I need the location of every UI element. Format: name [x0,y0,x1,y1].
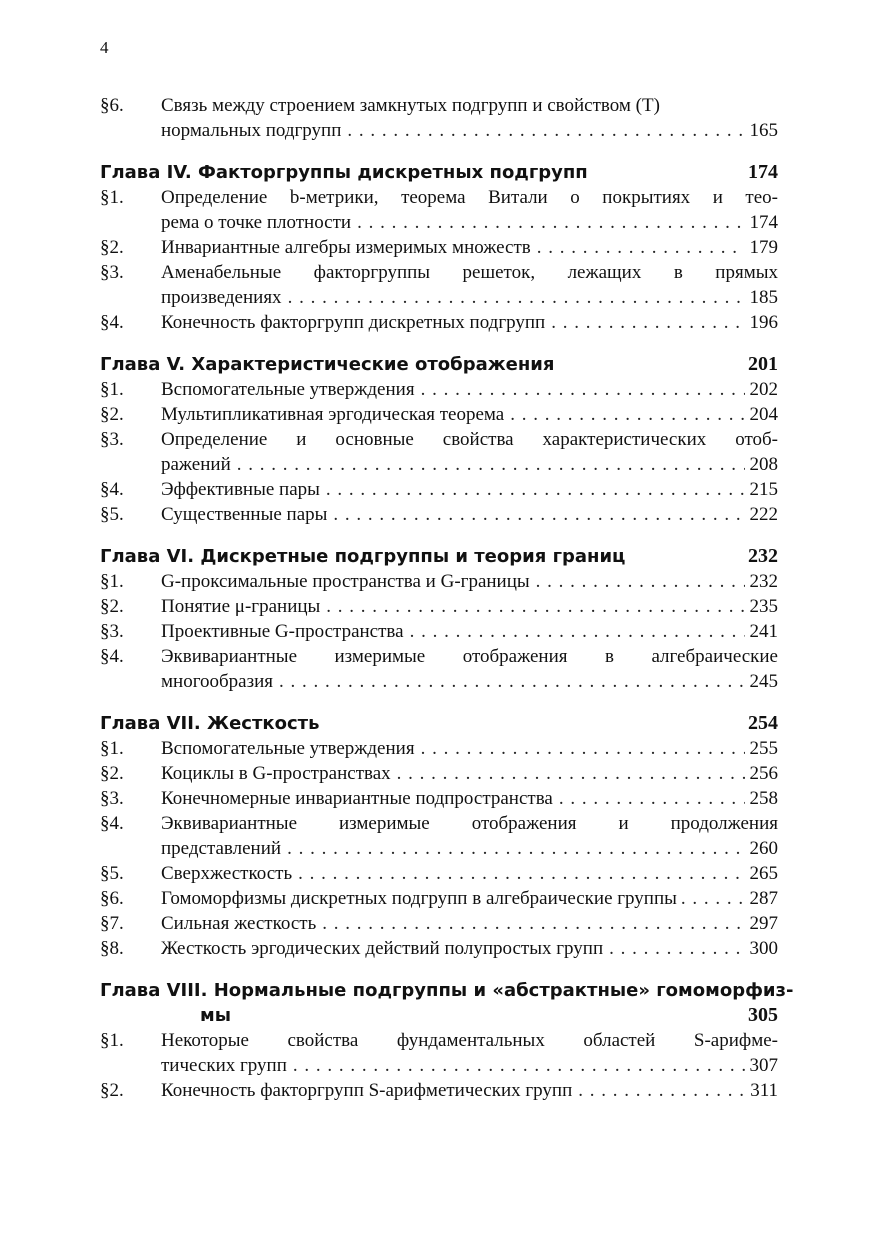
chapter-sections [100,1028,778,1103]
section-title-continued: рема о точке плотности [161,212,352,233]
section-title: Связь между строением замкнутых подгрупп и свойством (T) [161,95,660,116]
toc-section[interactable] [100,235,778,260]
table-of-contents [100,93,794,1103]
toc-section-continuation[interactable] [100,452,778,477]
section-title-continued: ражений [161,454,231,475]
toc-section[interactable] [100,427,778,452]
leader-dots [279,669,744,694]
section-page: 260 [749,838,778,859]
toc-section-continuation[interactable] [100,285,778,310]
leader-dots [333,502,744,527]
toc-section[interactable] [100,619,778,644]
section-page: 204 [749,404,778,425]
section-page: 287 [749,888,778,909]
section-title: Некоторые свойства фундаментальных областей S-арифме- [161,1030,778,1051]
chapter-page: 232 [748,545,778,567]
toc-section[interactable] [100,886,778,911]
toc-section-continuation[interactable] [100,669,778,694]
chapter-page: 305 [748,1004,778,1026]
section-title: Гомоморфизмы дискретных подгрупп в алгебраические группы [161,888,677,909]
section-title: Эффективные пары [161,479,320,500]
leader-dots [326,477,745,502]
toc-section[interactable] [100,310,778,335]
chapter-heading[interactable] [100,352,778,377]
toc-section[interactable] [100,861,778,886]
section-title: Эквивариантные измеримые отображения в алгебраические [161,646,778,667]
section-page: 235 [749,596,778,617]
leader-dots [510,402,744,427]
section-number: §2. [100,763,124,784]
chapter-heading[interactable] [100,544,778,569]
section-number: §3. [100,788,124,809]
section-title: Эквивариантные измеримые отображения и продолжения [161,813,778,834]
section-page: 232 [749,571,778,592]
toc-section[interactable] [100,811,778,836]
section-page: 307 [749,1055,778,1076]
section-title: Жесткость эргодических действий полупростых групп [161,938,604,959]
section-title: Конечность факторгрупп дискретных подгрупп [161,312,546,333]
section-title: G-проксимальные пространства и G-границы [161,571,530,592]
toc-section[interactable] [100,786,778,811]
leader-dots [551,310,744,335]
section-title-continued: тических групп [161,1055,287,1076]
leader-dots [578,1078,745,1103]
section-number: §4. [100,312,124,333]
section-number: §7. [100,913,124,934]
toc-section[interactable] [100,936,778,961]
leader-dots [410,619,745,644]
section-page: 255 [749,738,778,759]
chapter-title: Глава V. Характеристические отображения [100,354,555,375]
chapter-page: 201 [748,353,778,375]
toc-section[interactable] [100,644,778,669]
toc-section[interactable] [100,569,778,594]
section-number: §1. [100,379,124,400]
section-page: 208 [749,454,778,475]
chapter-title: Глава VIII. Нормальные подгруппы и «абстрактные» гомоморфиз- [100,980,794,1001]
section-title: Проективные G-пространства [161,621,404,642]
section-number: §2. [100,404,124,425]
section-page: 179 [749,237,778,258]
chapter-title: Глава IV. Факторгруппы дискретных подгрупп [100,162,588,183]
leader-dots [347,118,744,143]
leader-dots [397,761,745,786]
section-title: Инвариантные алгебры измеримых множеств [161,237,531,258]
section-page: 258 [749,788,778,809]
section-number: §4. [100,813,124,834]
toc-section-continuation[interactable] [100,118,778,143]
leader-dots [609,936,744,961]
leader-dots [357,210,744,235]
section-title: Вспомогательные утверждения [161,379,415,400]
section-title: Вспомогательные утверждения [161,738,415,759]
section-title: Мультипликативная эргодическая теорема [161,404,505,425]
chapter-list [100,160,778,961]
section-number: §6. [100,95,124,116]
section-number: §4. [100,479,124,500]
leader-dots [559,786,745,811]
section-page: 311 [750,1080,778,1101]
toc-section[interactable] [100,1028,778,1053]
leader-dots [326,594,744,619]
toc-section[interactable] [100,377,778,402]
section-title: Сильная жесткость [161,913,317,934]
section-page: 256 [749,763,778,784]
toc-section[interactable] [100,502,778,527]
leader-dots [293,1053,745,1078]
toc-section[interactable] [100,736,778,761]
toc-section[interactable] [100,594,778,619]
toc-section[interactable] [100,185,778,210]
section-number: §1. [100,187,124,208]
section-title: Сверхжесткость [161,863,293,884]
chapter-title: Глава VI. Дискретные подгруппы и теория границ [100,546,626,567]
section-page: 241 [749,621,778,642]
section-page: 196 [749,312,778,333]
section-title-continued: многообразия [161,671,274,692]
chapter-title-continued: мы [200,1005,231,1026]
section-page: 300 [749,938,778,959]
section-number: §3. [100,262,124,283]
section-number: §2. [100,596,124,617]
section-page: 185 [749,287,778,308]
section-number: §6. [100,888,124,909]
section-number: §1. [100,571,124,592]
section-title: Коциклы в G-пространствах [161,763,391,784]
section-title: Определение и основные свойства характеристических отоб- [161,429,778,450]
section-page: 265 [749,863,778,884]
section-page: 174 [749,212,778,233]
leader-dots [536,569,745,594]
toc-section[interactable] [100,402,778,427]
section-number: §1. [100,1030,124,1051]
section-number: §4. [100,646,124,667]
section-number: §5. [100,863,124,884]
section-number: §2. [100,237,124,258]
leader-dots [421,736,745,761]
section-title: Существенные пары [161,504,328,525]
toc-section[interactable] [100,93,778,118]
section-number: §1. [100,738,124,759]
section-title: Аменабельные факторгруппы решеток, лежащих в прямых [161,262,778,283]
toc-section[interactable] [100,761,778,786]
section-page: 245 [749,671,778,692]
section-page: 215 [749,479,778,500]
toc-section-continuation[interactable] [100,836,778,861]
section-title: Конечность факторгрупп S-арифметических групп [161,1080,573,1101]
leader-dots [537,235,745,260]
leader-dots [421,377,745,402]
section-title: Конечномерные инвариантные подпространства [161,788,553,809]
toc-section-continuation[interactable] [100,1053,778,1078]
leader-dots [287,836,744,861]
leader-dots [322,911,744,936]
toc-section[interactable] [100,477,778,502]
leader-dots [237,452,745,477]
page-number: 4 [100,38,109,57]
chapter-page: 254 [748,712,778,734]
chapter-heading[interactable] [100,711,778,736]
chapter-page: 174 [748,161,778,183]
section-number: §5. [100,504,124,525]
section-page: 222 [749,504,778,525]
toc-section[interactable] [100,911,778,936]
section-number: §8. [100,938,124,959]
leader-dots [681,886,746,911]
section-page: 202 [749,379,778,400]
section-title-continued: представлений [161,838,282,859]
section-page: 297 [749,913,778,934]
section-title-continued: нормальных подгрупп [161,120,342,141]
chapter-heading[interactable] [100,160,778,185]
toc-section[interactable] [100,1078,778,1103]
toc-section-continuation[interactable] [100,210,778,235]
section-number: §3. [100,621,124,642]
section-title: Понятие μ-границы [161,596,321,617]
section-number: §3. [100,429,124,450]
section-number: §2. [100,1080,124,1101]
section-title-continued: произведениях [161,287,282,308]
toc-section[interactable] [100,260,778,285]
chapter-heading[interactable] [100,978,794,1028]
leader-dots [298,861,744,886]
chapter-title: Глава VII. Жесткость [100,713,320,734]
section-title: Определение b-метрики, теорема Витали о покрытиях и тео- [161,187,778,208]
leader-dots [288,285,745,310]
section-page: 165 [749,120,778,141]
